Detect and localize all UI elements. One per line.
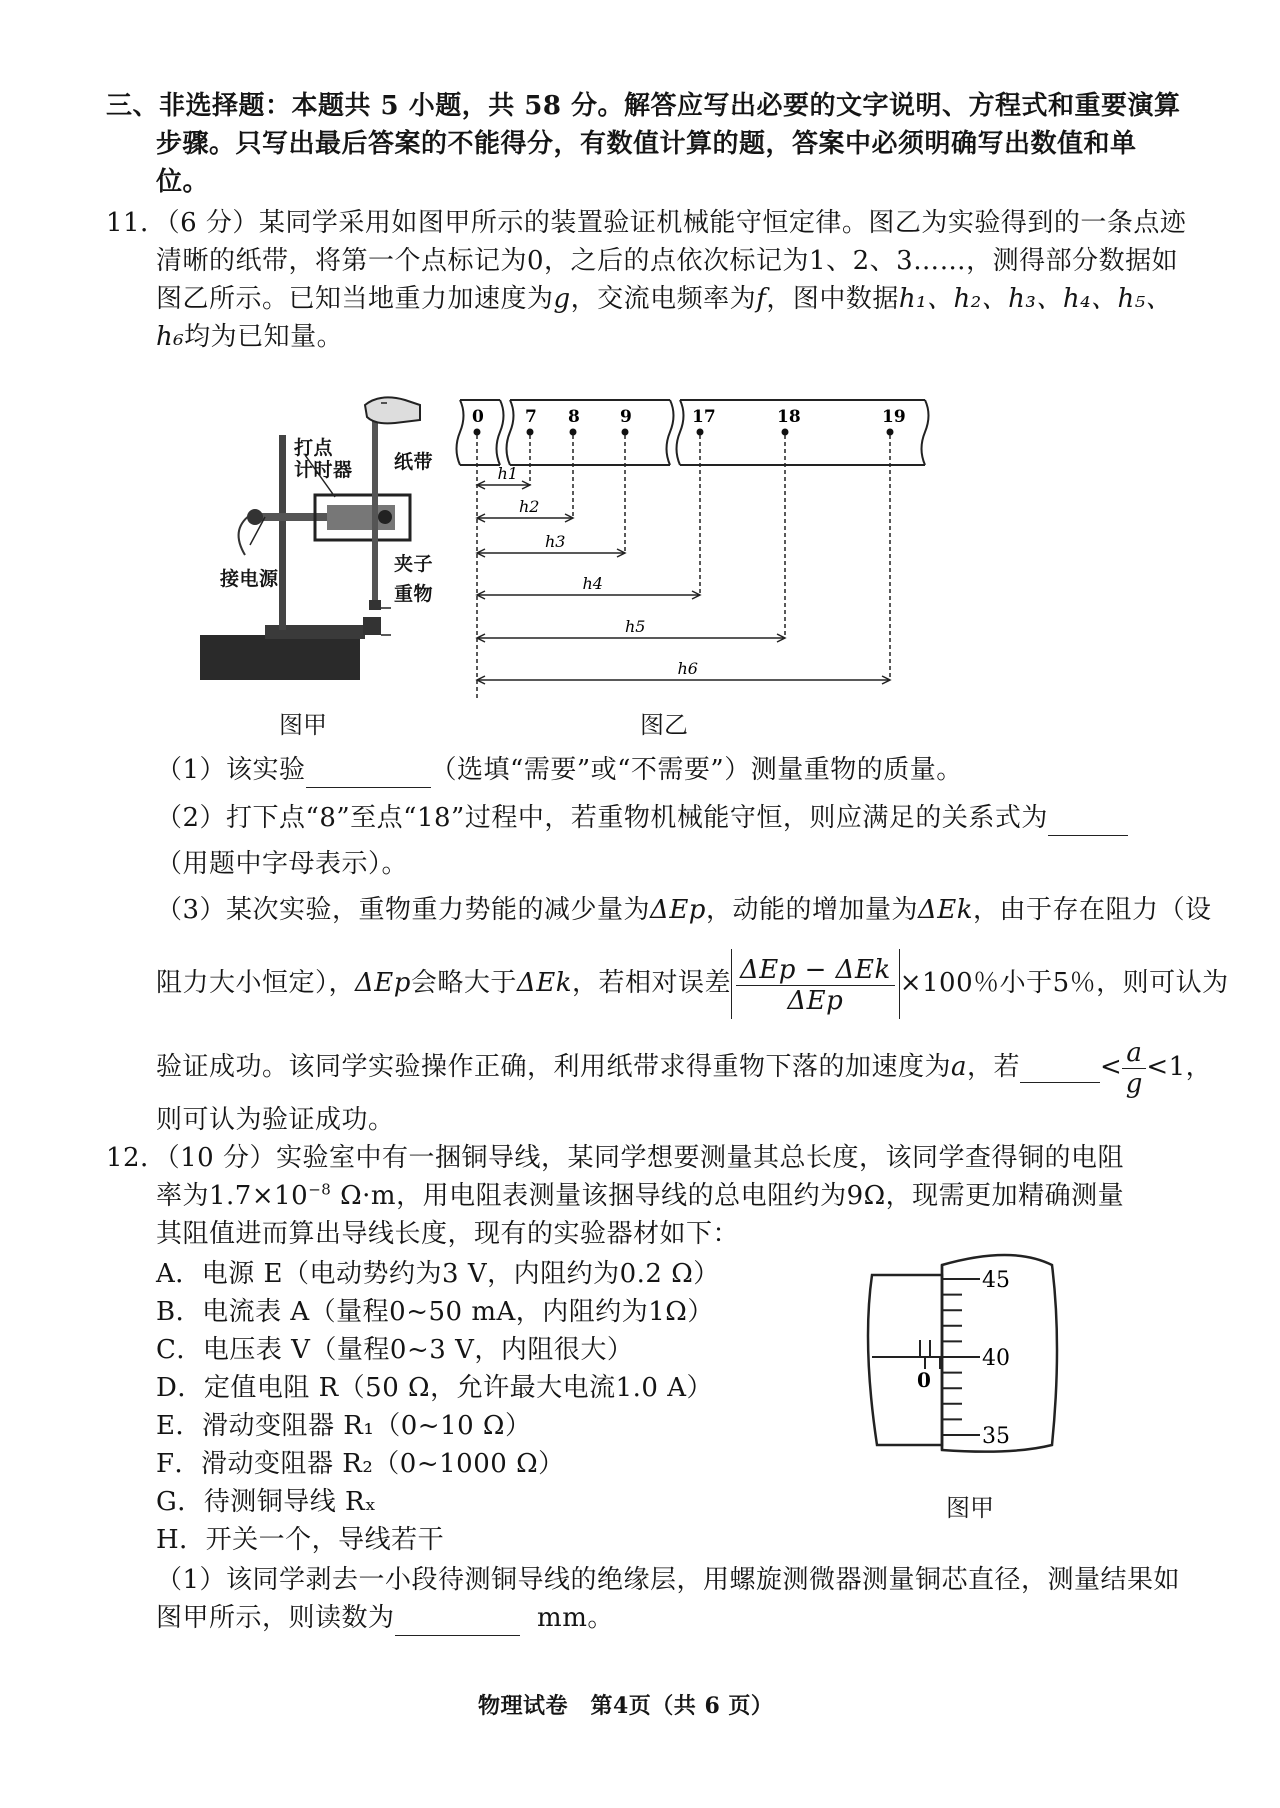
q11-sub2 [156,800,1128,836]
table-base [200,635,360,680]
equipment-item: B．电流表 A（量程0~50 mA，内阻约为1Ω） [156,1297,714,1327]
q12-exponent: −8 [308,1180,332,1199]
q11-sub3-a: （3）某次实验，重物重力势能的减少量为 [156,895,651,925]
ratio-den: g [1125,1068,1143,1099]
tape-point-dot [887,429,894,436]
q11-sub1 [156,752,963,788]
q11-sub1-b: （选填“需要”或“不需要”）测量重物的质量。 [430,755,963,785]
q11-line3c: ，图中数据 [766,284,899,314]
ratio-fraction [1122,1038,1146,1099]
q11-line3a: 图乙所示。已知当地重力加速度为 [156,284,554,314]
q11-sub3-line4: 则可认为验证成功。 [156,1105,395,1135]
var-g: g [553,284,571,314]
hand [365,397,420,423]
thimble-label-35: 35 [982,1424,1010,1449]
q12-line2a: 率为1.7×10 [156,1181,309,1211]
timer-disk [378,510,392,524]
q12-intro-line3: 其阻值进而算出导线长度，现有的实验器材如下： [156,1219,740,1249]
relative-error-fraction [736,955,895,1016]
fig-b-caption: 图乙 [640,711,688,739]
section-header-line3: 位。 [156,167,210,197]
var-f: f [756,284,767,314]
q11-sub3-c: ，由于存在阻力（设 [972,895,1212,925]
q11-line4: 均为已知量。 [184,322,344,352]
q12-sub1-blank[interactable] [395,1607,520,1636]
thimble-label-40: 40 [982,1346,1010,1371]
tape-point-dot [570,429,577,436]
q11-sub3-h: 验证成功。该同学实验操作正确，利用纸带求得重物下落的加速度为 [156,1052,952,1082]
dimension-label: h5 [625,617,646,636]
tape-right-end [922,400,929,465]
q11-sub2-a: （2）打下点“8”至点“18”过程中，若重物机械能守恒，则应满足的关系式为 [156,803,1048,833]
q12-sub1-unit: mm。 [537,1603,614,1633]
tape-point-dot [527,429,534,436]
q11-sub3-line1 [156,892,1212,928]
label-clip: 夹子 [394,553,434,575]
dEk: ΔEk [917,895,973,925]
q11-sub3-line2 [156,948,1229,1019]
q12-sub1-line1: （1）该同学剥去一小段待测铜导线的绝缘层，用螺旋测微器测量铜芯直径，测量结果如 [156,1565,1181,1595]
rel-den: ΔEp [787,985,844,1016]
q12-points: （10 分） [166,1143,276,1173]
relative-error-abs [731,949,900,1019]
tape-break1 [497,400,514,465]
q11-sub1-a: （1）该实验 [156,755,306,785]
tape-point-label: 9 [620,407,632,427]
paper-tape [372,400,378,610]
ratio-lt: < [1100,1052,1123,1082]
tape-point-label: 18 [777,407,801,427]
rel-num: ΔEp − ΔEk [736,955,895,986]
q11-sub3-e: 会略大于 [410,968,517,998]
tape-point-label: 8 [568,407,580,427]
tape-point-label: 17 [692,407,716,427]
equipment-item: A．电源 E（电动势约为3 V，内阻约为0.2 Ω） [156,1259,720,1289]
q11-sub3-f: ，若相对误差 [571,968,731,998]
micrometer-sleeve [868,1275,942,1445]
tape-point-label: 19 [882,407,906,427]
dEk-2: ΔEk [516,968,572,998]
dimension-label: h3 [545,532,566,551]
q12-intro-line2 [156,1178,1124,1214]
thimble-label-45: 45 [982,1268,1010,1293]
clamp-knob [247,509,263,525]
tape-point-dot [697,429,704,436]
q11-intro-line3 [156,281,1172,317]
tape-left-end [457,400,464,465]
label-weight: 重物 [394,583,434,605]
dimension-label: h2 [519,497,540,516]
stand-pole [279,435,286,630]
q11-sub2-line2: （用题中字母表示）。 [156,849,409,879]
equipment-item: D．定值电阻 R（50 Ω，允许最大电流1.0 A） [156,1373,713,1403]
ratio-num: a [1122,1038,1146,1069]
q11-h-vars: h₁、h₂、h₃、h₄、h₅、 [898,284,1173,314]
q11-sub3-d: 阻力大小恒定）， [156,968,356,998]
q11-intro-line1 [106,205,1186,241]
q12-sub1-b: 图甲所示，则读数为 [156,1603,395,1633]
q12-sub1-line2 [156,1600,614,1636]
label-power: 接电源 [220,568,279,590]
tape-point-dot [782,429,789,436]
tape-point-label: 7 [525,407,537,427]
q12-intro-line1 [106,1140,1124,1176]
equipment-item: H．开关一个，导线若干 [156,1525,445,1555]
dEp: ΔEp [650,895,706,925]
clip [369,600,381,610]
dimension-label: h6 [677,659,698,678]
q12-line1-text: 实验室中有一捆铜导线，某同学想要测量其总长度，该同学查得铜的电阻 [275,1143,1124,1173]
q11-line3b: ，交流电频率为 [570,284,757,314]
equipment-item: F．滑动变阻器 R₂（0~1000 Ω） [156,1449,565,1479]
label-timer2: 计时器 [294,459,353,481]
tape-point-dot [622,429,629,436]
section-header-line2: 步骤。只写出最后答案的不能得分，有数值计算的题，答案中必须明确写出数值和单 [156,129,1137,159]
tape-point-dot [474,429,481,436]
equipment-item: C．电压表 V（量程0~3 V，内阻很大） [156,1335,634,1365]
label-tape: 纸带 [394,451,434,473]
dimension-label: h1 [497,464,518,483]
q12-fig-caption: 图甲 [946,1494,994,1522]
q11-points: （6 分） [166,208,259,238]
page-footer: 物理试卷 第4页（共 6 页） [478,1693,774,1719]
fig-a-caption: 图甲 [279,711,327,739]
section-header-line1: 三、非选择题：本题共 5 小题，共 58 分。解答应写出必要的文字说明、方程式和重要演算 [106,91,1181,121]
q12-line2b: Ω·m，用电阻表测量该捆导线的总电阻约为9Ω，现需更加精确测量 [331,1181,1125,1211]
q11-sub1-blank[interactable] [306,759,431,788]
q11-sub2-blank[interactable] [1048,807,1128,836]
ratio-end: <1， [1146,1052,1213,1082]
tape-figure [455,385,935,705]
dimension-label: h4 [582,574,603,593]
tape-break2 [667,400,684,465]
dEp-2: ΔEp [355,968,411,998]
sleeve-zero-label: 0 [917,1368,931,1392]
q11-intro-line4 [156,319,343,355]
q11-number: 11． [106,208,167,238]
var-h6: h₆ [156,322,185,352]
q11-sub3-b: ，动能的增加量为 [705,895,918,925]
q11-sub3-line3 [156,1032,1212,1102]
equipment-item: E．滑动变阻器 R₁（0~10 Ω） [156,1411,532,1441]
q11-sub3-g: ×100％小于5％，则可认为 [899,968,1229,998]
micrometer-figure [862,1245,1067,1460]
q11-intro-line2: 清晰的纸带，将第一个点标记为0，之后的点依次标记为1、2、3……，测得部分数据如 [156,246,1179,276]
label-timer: 打点 [294,437,334,459]
q11-sub3-i: ，若 [967,1052,1021,1082]
equipment-item: G．待测铜导线 Rₓ [156,1487,377,1517]
var-a: a [951,1052,968,1082]
q11-sub3-blank[interactable] [1020,1054,1100,1083]
q12-number: 12． [106,1143,167,1173]
q11-text: 某同学采用如图甲所示的装置验证机械能守恒定律。图乙为实验得到的一条点迹 [258,208,1187,238]
weight [363,617,381,635]
tape-point-label: 0 [472,407,484,427]
